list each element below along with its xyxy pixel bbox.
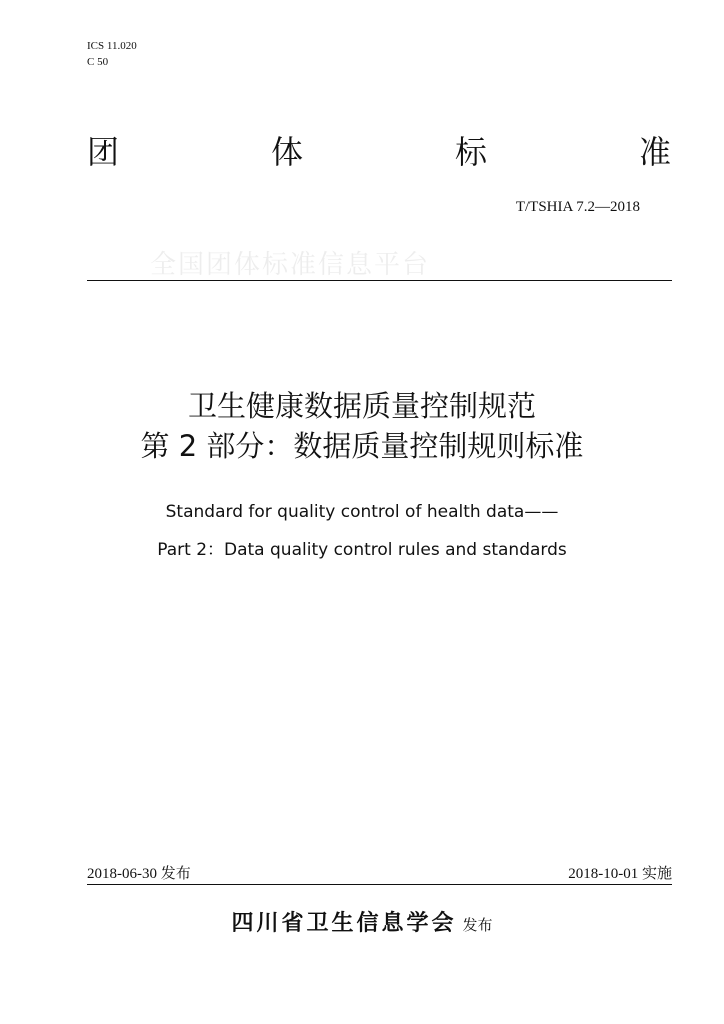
publisher-line bbox=[0, 906, 724, 937]
standard-type-char: 标 bbox=[454, 133, 487, 171]
ics-code: ICS 11.020 bbox=[87, 40, 137, 52]
publish-date: 2018-06-30 发布 bbox=[87, 866, 191, 882]
watermark: 全国团体标准信息平台 bbox=[150, 250, 431, 280]
standard-type-char: 团 bbox=[87, 133, 120, 171]
title-english-part: Part 2：Data quality control rules and standards bbox=[157, 540, 567, 560]
title-chinese-main: 卫生健康数据质量控制规范 bbox=[187, 389, 536, 423]
standard-type-char: 准 bbox=[638, 133, 671, 171]
standard-number: T/TSHIA 7.2—2018 bbox=[515, 199, 640, 215]
standard-type-heading bbox=[87, 132, 671, 172]
publisher-suffix: 发布 bbox=[462, 916, 493, 934]
standard-type-char: 体 bbox=[270, 133, 303, 171]
ccs-code: C 50 bbox=[87, 56, 109, 68]
dates-row bbox=[87, 864, 672, 884]
top-divider bbox=[87, 280, 672, 281]
publisher-name: 四川省卫生信息学会 bbox=[231, 911, 457, 936]
classification-codes bbox=[87, 38, 137, 70]
title-chinese-part: 第 2 部分：数据质量控制规则标准 bbox=[140, 429, 584, 463]
title-english-main: Standard for quality control of health data—— bbox=[165, 502, 559, 522]
implement-date: 2018-10-01 实施 bbox=[568, 866, 672, 882]
bottom-divider bbox=[87, 884, 672, 885]
